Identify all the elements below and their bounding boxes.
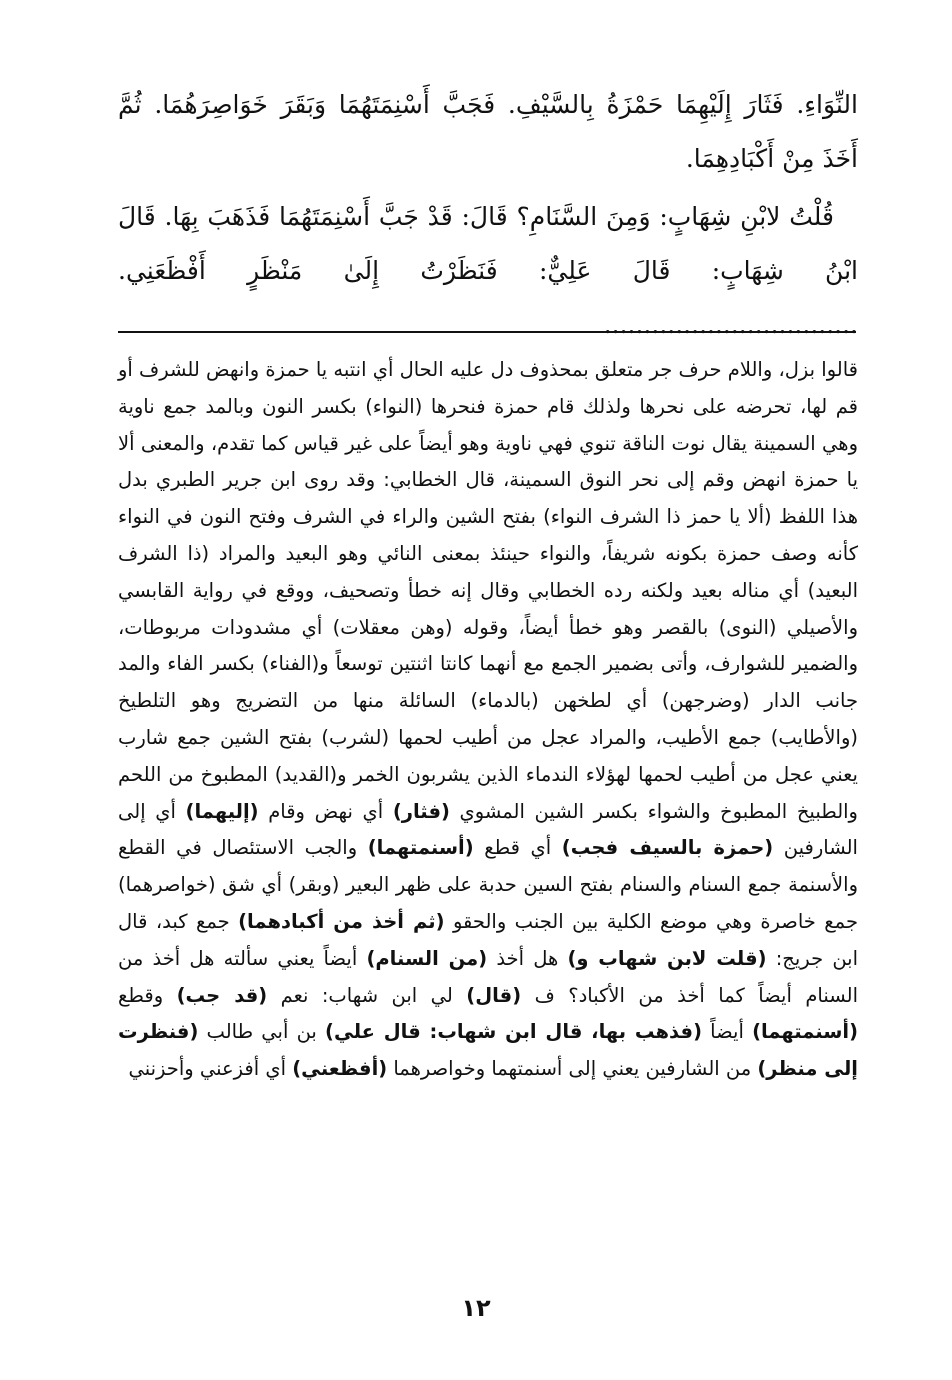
commentary-bold-segment: (فذهب بها، قال ابن شهاب: قال علي) bbox=[325, 1020, 702, 1044]
commentary-bold-segment: (قال) bbox=[466, 983, 522, 1007]
commentary-segment: أيضاً يعني سألته هل أخذ من السنام أيضاً كما أخذ من الأكباد؟ ف bbox=[118, 946, 858, 1007]
commentary-bold-segment: (من السنام) bbox=[366, 946, 488, 970]
commentary-paragraph bbox=[118, 352, 858, 1088]
commentary-bold-segment: (فنظرت إلى منظر) bbox=[118, 1020, 858, 1081]
commentary-segment: أي إلى الشارفين bbox=[118, 799, 858, 860]
commentary-segment: أي نهض وقام bbox=[258, 799, 393, 823]
commentary-segment: من الشارفين يعني إلى أسنمتهما وخواصرهما bbox=[387, 1057, 758, 1081]
commentary-segment: هل أخذ bbox=[487, 946, 568, 970]
commentary-text bbox=[118, 352, 858, 1088]
hadith-paragraph-2-text: قُلْتُ لابْنِ شِهَابٍ: وَمِنَ السَّنَامِ؟ قَالَ: قَدْ جَبَّ أَسْنِمَتَهُمَا فَذَهَبَ بِهَا. قَالَ ابْنُ شِهَابٍ: قَالَ عَلِيٌّ: فَنَظَرْتُ إِلَىٰ مَنْظَرٍ أَفْظَعَنِي. bbox=[118, 202, 858, 285]
page-number: ١٢ bbox=[461, 1294, 491, 1322]
commentary-bold-segment: (قلت لابن شهاب و) bbox=[567, 946, 767, 970]
hadith-paragraph-2 bbox=[118, 190, 858, 352]
commentary-bold-segment: (فثار) bbox=[392, 799, 450, 823]
commentary-bold-segment: (أسنمتهما) bbox=[367, 836, 474, 860]
commentary-bold-segment: (أفظعني) bbox=[292, 1057, 388, 1081]
hadith-paragraph-1: النِّوَاءِ. فَثَارَ إِلَيْهِمَا حَمْزَةُ بِالسَّيْفِ. فَجَبَّ أَسْنِمَتَهُمَا وَبَقَرَ خَوَاصِرَهُمَا. ثُمَّ أَخَذَ مِنْ أَكْبَادِهِمَا. bbox=[118, 90, 858, 173]
hadith-text bbox=[118, 78, 858, 352]
commentary-bold-segment: (أسنمتهما) bbox=[752, 1020, 859, 1044]
commentary-segment: أي قطع bbox=[473, 836, 562, 860]
commentary-segment: قالوا بزل، واللام حرف جر متعلق بمحذوف دل عليه الحال أي انتبه يا حمزة وانهض للشرف أو قم لها، تحرضه على نحرها ولذلك قام حمزة فنحرها (النواء) بكسر النون وبالمد جمع ناوية وهي السمينة يقال نوت الناقة تنوي فهي ناوية وهو أيضاً على غير قياس كما تقدم، والمعنى ألا يا حمزة انهض وقم إلى نحر النوق السمينة، قال الخطابي: وقد روى ابن جرير الطبري بدل هذا اللفظ (ألا يا حمز ذا الشرف النواء) بفتح الشين والراء في الشرف وفتح النون في النواء كأنه وصف حمزة بكونه شريفاً، والنواء حينئذ بمعنى النائي وهو البعيد والمراد (ذا الشرف البعيد) أي مناله بعيد ولكنه رده الخطابي وقال إنه خطأ وتصحيف، ووقع في رواية القابسي والأصيلي (النوى) بالقصر وهو خطأ أيضاً، وقوله (وهن معقلات) أي مشدودات مربوطات، والضمير للشوارف، وأتى بضمير الجمع مع أنهما كانتا اثنتين توسعاً و(الفناء) بكسر الفاء والمد جانب الدار (وضرجهن) أي لطخهن (بالدماء) السائلة منها من التضريج وهو التلطيخ (والأطايب) جمع الأطيب، والمراد عجل من أطيب لحمها (لشرب) بفتح الشين جمع شارب يعني عجل من أطيب لحمها لهؤلاء الندماء الذين يشربون الخمر و(القديد) المطبوخ من اللحم والطبيخ المطبوخ والشواء بكسر الشين المشوي bbox=[118, 358, 858, 823]
commentary-segment: جمع كبد، قال ابن جريج: bbox=[118, 909, 859, 970]
commentary-bold-segment: (قد جب) bbox=[176, 983, 268, 1007]
commentary-bold-segment: (ثم أخذ من أكبادهما) bbox=[238, 909, 445, 933]
footnote-separator-line bbox=[118, 331, 856, 333]
commentary-segment: أي أفزعني وأحزنني bbox=[128, 1057, 293, 1081]
commentary-segment: والجب الاستئصال في القطع والأسنمة جمع السنام والسنام بفتح السين حدبة على ظهر البعير (وبقر) أي شق (خواصرهما) جمع خاصرة وهي موضع الكلية بين الجنب والحقو bbox=[118, 836, 858, 933]
commentary-segment: أيضاً bbox=[702, 1020, 753, 1044]
ellipsis-dots: ................................ bbox=[603, 310, 858, 339]
commentary-bold-segment: (حمزة بالسيف فجب) bbox=[561, 836, 774, 860]
commentary-segment: لي ابن شهاب: نعم bbox=[267, 983, 467, 1007]
commentary-segment: بن أبي طالب bbox=[198, 1020, 326, 1044]
commentary-bold-segment: (إليهما) bbox=[185, 799, 259, 823]
commentary-segment: وقطع bbox=[118, 983, 177, 1007]
